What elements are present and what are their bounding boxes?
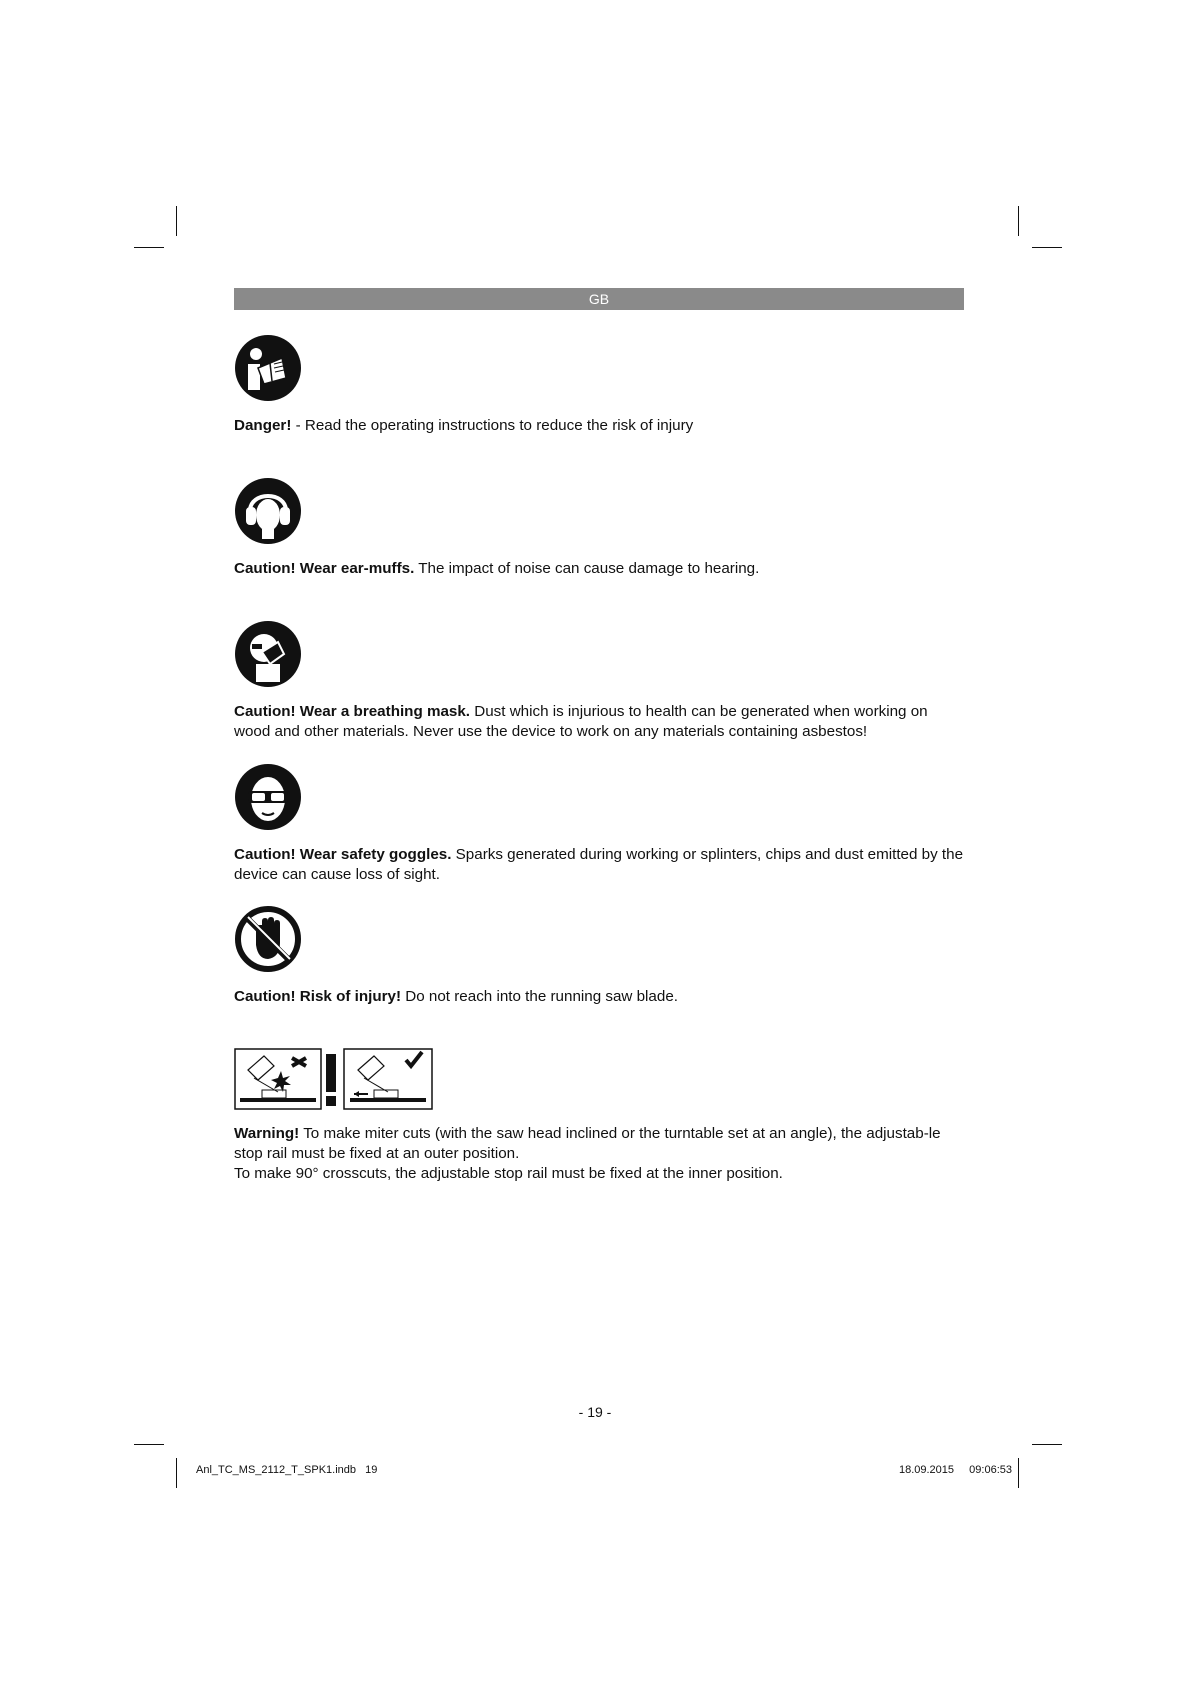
footer-file-name: Anl_TC_MS_2112_T_SPK1.indb 19 [196, 1464, 378, 1476]
notice-text: Caution! Wear ear-muffs. The impact of noise can cause damage to hearing. [234, 560, 760, 577]
crop-mark [1032, 1444, 1062, 1445]
crop-mark [134, 1444, 164, 1445]
footer-timestamp: 18.09.2015 09:06:53 [898, 1464, 1012, 1476]
miter-stop-rail-icon [234, 1048, 434, 1110]
crop-mark [176, 206, 177, 236]
safety-notice-read-manual [234, 334, 964, 436]
safety-notice-ear-muffs [234, 477, 964, 579]
notice-text: Caution! Risk of injury! Do not reach into the running saw blade. [234, 988, 678, 1005]
safety-notice-breathing-mask [234, 620, 964, 742]
notice-text: Danger! - Read the operating instructions to reduce the risk of injury [234, 417, 694, 434]
crop-mark [1018, 206, 1019, 236]
crop-mark [134, 247, 164, 248]
safety-notice-risk-of-injury [234, 905, 964, 1007]
page-number: - 19 - [578, 1404, 612, 1420]
notice-text: Caution! Wear a breathing mask. Dust which is injurious to health can be generated when working on wood and other materials. Never use the device to work on any materials containing asbestos! [234, 703, 928, 740]
ear-muffs-icon [234, 477, 302, 545]
notice-text: Warning! To make miter cuts (with the saw head inclined or the turntable set at an angle), the adjustab-le stop rail must be fixed at an outer position. To make 90° crosscuts, the adjustable stop rail must be fixed at the inner position. [234, 1125, 941, 1182]
breathing-mask-icon [234, 620, 302, 688]
language-header: GB [234, 288, 964, 310]
crop-mark [1018, 1458, 1019, 1488]
safety-notice-miter-warning [234, 1048, 964, 1184]
read-manual-icon [234, 334, 302, 402]
crop-mark [176, 1458, 177, 1488]
notice-text: Caution! Wear safety goggles. Sparks generated during working or splinters, chips and dust emitted by the device can cause loss of sight. [234, 846, 964, 883]
safety-notice-safety-goggles [234, 763, 964, 885]
crop-mark [1032, 247, 1062, 248]
safety-goggles-icon [234, 763, 302, 831]
no-hand-icon [234, 905, 302, 973]
